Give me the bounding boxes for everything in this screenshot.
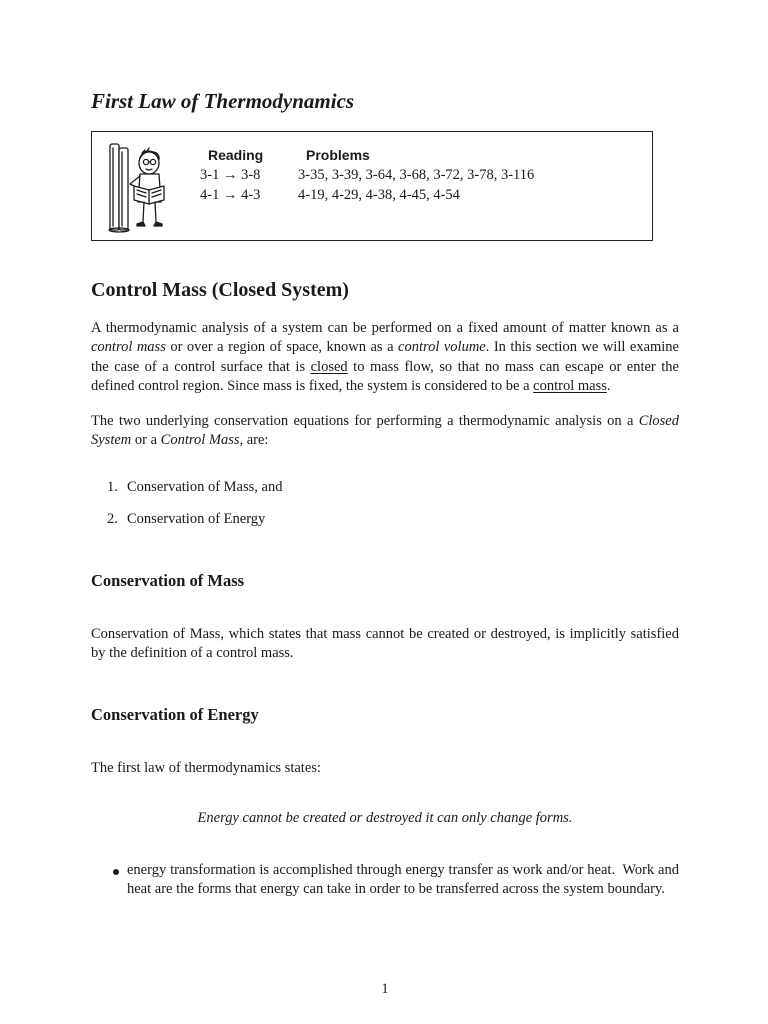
reading-column-header: Reading (208, 147, 264, 163)
bullet-icon (113, 869, 119, 875)
page-number: 1 (381, 981, 389, 997)
control-mass-intro-paragraph: A thermodynamic analysis of a system can be performed on a fixed amount of matter known as a control mass or over a region of space, known as a control volume. In this section we will examine the case of a control surface that is closed to mass flow, so that no mass can escape or enter the defined control region. Since mass is fixed, the system is considered to be a control mass. (91, 320, 679, 394)
list-item-text: Conservation of Energy (127, 511, 266, 527)
first-law-intro-paragraph: The first law of thermodynamics states: (91, 760, 321, 776)
bullet-item-text: energy transformation is accomplished through energy transfer as work and/or heat. Work and heat are the forms that energy can take in order to be transferred across the system boundary. (127, 862, 679, 898)
conservation-equations-intro-paragraph: The two underlying conservation equations for performing a thermodynamic analysis on a Closed System or a Control Mass, are: (91, 413, 679, 449)
list-item-number: 2. (107, 511, 118, 527)
problems-column-header: Problems (306, 147, 370, 163)
list-item-number: 1. (107, 479, 118, 495)
section-heading-control-mass: Control Mass (Closed System) (91, 279, 349, 301)
section-heading-conservation-of-mass: Conservation of Mass (91, 571, 245, 590)
first-law-statement-quote: Energy cannot be created or destroyed it can only change forms. (197, 810, 573, 826)
problems-list-cell: 3-35, 3-39, 3-64, 3-68, 3-72, 3-78, 3-116 (298, 167, 535, 183)
reading-range-cell: 3-1 → 3-8 (200, 167, 261, 183)
reading-assignment-box (91, 131, 653, 241)
list-item-text: Conservation of Mass, and (127, 479, 283, 495)
problems-list-cell: 4-19, 4-29, 4-38, 4-45, 4-54 (298, 187, 460, 203)
list-item (107, 511, 265, 528)
list-item (107, 479, 282, 496)
document-title: First Law of Thermodynamics (91, 89, 355, 113)
section-heading-conservation-of-energy: Conservation of Energy (91, 705, 259, 724)
student-reading-book-icon (104, 140, 178, 234)
conservation-of-mass-paragraph: Conservation of Mass, which states that mass cannot be created or destroyed, is implicitly satisfied by the definition of a control mass. (91, 626, 679, 662)
reading-range-cell: 4-1 → 4-3 (200, 187, 261, 203)
